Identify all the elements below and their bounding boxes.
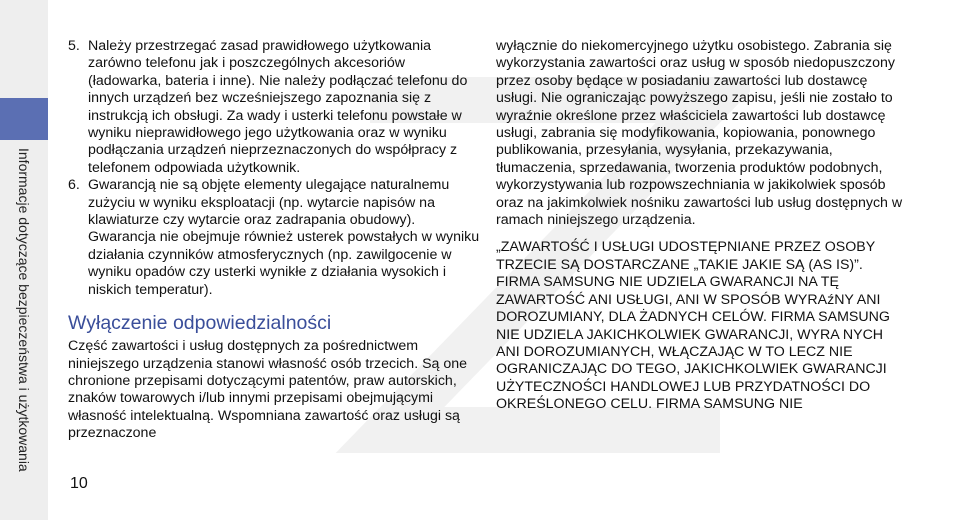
disclaimer-paragraph: Część zawartości i usług dostępnych za pośrednictwem niniejszego urządzenia stanowi własność osób trzecich. Są one chronione przepisami dotyczącymi patentów, praw autorskich, znaków towarowych i/lub innymi przepisami obejmującymi własność intelektualną. Wspomniana zawartość oraz usługi są przeznaczone: [68, 338, 468, 442]
list-text: Gwarancją nie są objęte elementy ulegające naturalnemu zużyciu w wyniku eksploatacji (np. wytarcie napisów na klawiaturze czy wytarcie oraz zadrapania obudowy). Gwarancja nie obejmuje również usterek powstałych w wyniku działania czynników atmosferycznych (np. zawilgocenie w wyniku opadów czy usterki wynikłe z działania wysokich i niskich temperatur).: [88, 177, 480, 298]
usage-paragraph: wyłącznie do niekomercyjnego użytku osobistego. Zabrania się wykorzystania zawartości oraz usług w sposób niedopuszczony przez osoby będące w posiadaniu zawartości lub dostawcę usługi. Nie ograniczając powyższego zapisu, jeśli nie zostało to wyraźnie określone przez właściciela zawartości lub dostawcę usługi, zabrania się modyfikowania, kopiowania, ponownego publikowania, przesyłania, wysyłania, przekazywania, tłumaczenia, sprzedawania, tworzenia produktów podobnych, wykorzystywania lub rozpowszechniania w jakikolwiek sposób oraz na jakimkolwiek nośniku zawartości lub usług dostępnych w ramach niniejszego urządzenia.: [496, 38, 903, 229]
warranty-paragraph: „ZAWARTOŚĆ I USŁUGI UDOSTĘPNIANE PRZEZ OSOBY TRZECIE SĄ DOSTARCZANE „TAKIE JAKIE SĄ (AS IS)”. FIRMA SAMSUNG NIE UDZIELA GWARANCJI NA TĘ ZAWARTOŚĆ ANI USŁUGI, ANI W SPOSÓB WYRAźNY ANI DOROZUMIANY, DLA ŻADNYCH CELÓW. FIRMA SAMSUNG NIE UDZIELA JAKICHKOLWIEK GWARANCJI, WYRA NYCH ANI DOROZUMIANYCH, WŁĄCZAJĄC W TO LECZ NIE OGRANICZAJĄC DO TEGO, JAKICHKOLWIEK GWARANCJI UŻYTECZNOŚCI HANDLOWEJ LUB PRZYDATNOŚCI DO OKREŚLONEGO CELU. FIRMA SAMSUNG NIE: [496, 239, 890, 413]
list-text: Należy przestrzegać zasad prawidłowego użytkowania zarówno telefonu jak i poszczególnych akcesoriów (ładowarka, bateria i inne). Nie należy podłączać telefonu do innych urządzeń bez wcześniejszego zapoznania się z instrukcją ich obsługi. Za wady i usterki telefonu powstałe w wyniku nieprawidłowego jego użytkowania oraz w wyniku podłączania urządzeń nieprzeznaczonych do współpracy z telefonem odpowiada użytkownik.: [88, 38, 468, 176]
right-column: [496, 38, 908, 414]
list-number: 5.: [68, 38, 80, 54]
section-heading: Wyłączenie odpowiedzialności: [68, 312, 332, 335]
list-number: 6.: [68, 177, 80, 194]
sidebar: [0, 0, 48, 520]
list-item-6: [68, 177, 480, 299]
page-number: 10: [70, 475, 88, 492]
section-title-vertical: Informacje dotyczące bezpieczeństwa i użytkowania: [16, 148, 32, 472]
left-column: [68, 38, 480, 443]
sidebar-accent: [0, 98, 48, 140]
list-item-5: [68, 38, 480, 177]
